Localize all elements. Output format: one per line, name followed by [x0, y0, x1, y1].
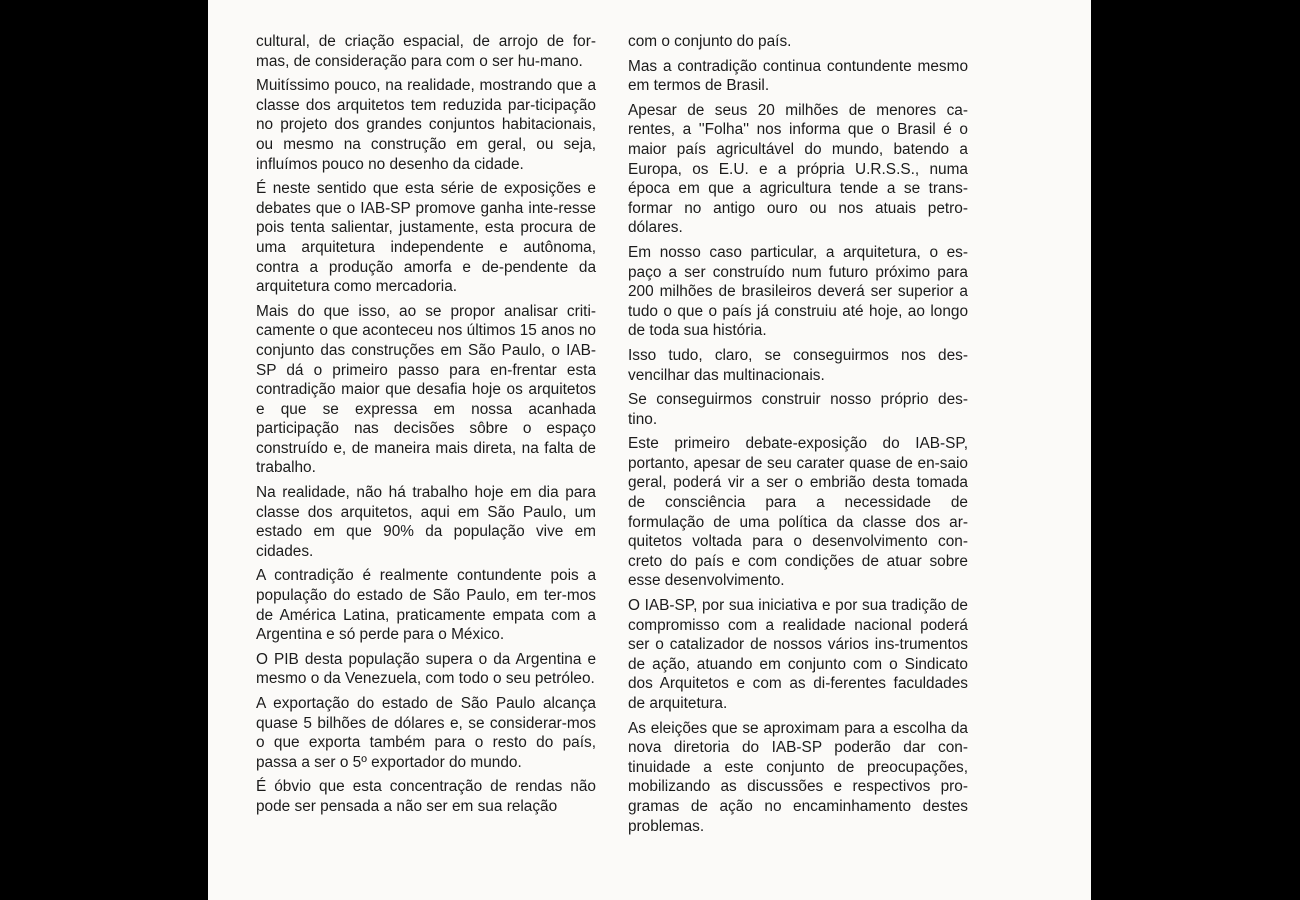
- paragraph: É óbvio que esta concentração de rendas não pode ser pensada a não ser em sua relação: [256, 778, 596, 815]
- paragraph: A exportação do estado de São Paulo alcança quase 5 bilhões de dólares e, se considerar-mos o que exporta também para o resto do país, passa a ser o 5º exportador do mundo.: [256, 695, 596, 771]
- paragraph: Isso tudo, claro, se conseguirmos nos des-vencilhar das multinacionais.: [628, 346, 968, 384]
- left-column: [256, 32, 596, 822]
- paragraph: É neste sentido que esta série de exposições e debates que o IAB-SP promove ganha inte-resse pois tenta salientar, justamente, esta procura de uma arquitetura independente e autônoma, contra a produção amorfa e de-pendente da arquitetura como mercadoria.: [256, 180, 596, 296]
- paragraph: Mas a contradição continua contundente mesmo em termos de Brasil.: [628, 57, 968, 95]
- paragraph: O PIB desta população supera o da Argentina e mesmo o da Venezuela, com todo o seu petróleo.: [256, 650, 596, 688]
- paragraph: Apesar de seus 20 milhões de menores ca-rentes, a ''Folha'' nos informa que o Brasil é o maior país agricultável do mundo, batendo a Europa, os E.U. e a própria U.R.S.S., numa época em que a agricultura tende a se trans-formar no antigo ouro ou nos atuais petro-dólares.: [628, 101, 968, 237]
- paragraph: Em nosso caso particular, a arquitetura, o es-paço a ser construído num futuro próximo para 200 milhões de brasileiros deverá ser superior a tudo o que o país já construiu até hoje, ao longo de toda sua história.: [628, 243, 968, 340]
- document-page: [208, 0, 1091, 900]
- right-column: [628, 32, 968, 841]
- paragraph: cultural, de criação espacial, de arrojo de for-mas, de consideração para com o ser hu-mano.: [256, 33, 596, 70]
- paragraph: Na realidade, não há trabalho hoje em dia para classe dos arquitetos, aqui em São Paulo, um estado em que 90% da população vive em cidades.: [256, 484, 596, 560]
- paragraph: Este primeiro debate-exposição do IAB-SP, portanto, apesar de seu carater quase de en-saio geral, poderá vir a ser o embrião desta tomada de consciência para a necessidade de formulação de uma política da classe dos ar-quitetos voltada para o desenvolvimento con-creto do país e com condições de atuar sobre esse desenvolvimento.: [628, 435, 968, 590]
- paragraph: Se conseguirmos construir nosso próprio des-tino.: [628, 391, 968, 428]
- paragraph: Mais do que isso, ao se propor analisar criti-camente o que aconteceu nos últimos 15 anos no conjunto das construções em São Paulo, o IAB-SP dá o primeiro passo para en-frentar esta contradição maior que desafia hoje os arquitetos e que se expressa em nossa acanhada participação nas decisões sôbre o espaço construído e, de maneira mais direta, na falta de trabalho.: [256, 302, 596, 477]
- paragraph: O IAB-SP, por sua iniciativa e por sua tradição de compromisso com a realidade nacional poderá ser o catalizador de nossos vários ins-trumentos de ação, atuando em conjunto com o Sindicato dos Arquitetos e com as di-ferentes faculdades de arquitetura.: [628, 597, 968, 712]
- paragraph: A contradição é realmente contundente pois a população do estado de São Paulo, em ter-mos de América Latina, praticamente empata com a Argentina e só perde para o México.: [256, 567, 596, 644]
- paragraph: As eleições que se aproximam para a escolha da nova diretoria do IAB-SP poderão dar con-tinuidade a este conjunto de preocupações, mobilizando as discussões e respectivos pro-gramas de ação no encaminhamento destes problemas.: [628, 719, 968, 835]
- paragraph: Muitíssimo pouco, na realidade, mostrando que a classe dos arquitetos tem reduzida par-ticipação no projeto dos grandes conjuntos habitacionais, ou mesmo na construção em geral, ou seja, influímos pouco no desenho da cidade.: [256, 77, 596, 173]
- paragraph: com o conjunto do país.: [628, 33, 792, 50]
